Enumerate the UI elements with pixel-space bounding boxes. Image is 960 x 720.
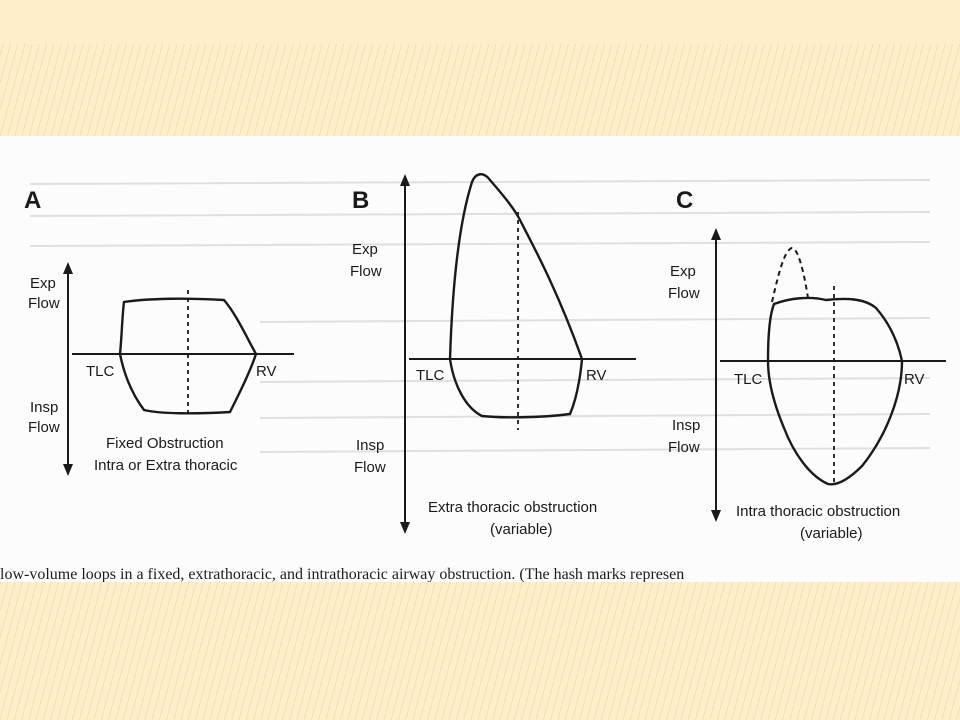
- panel-a-rv-label: RV: [256, 363, 277, 380]
- panel-a-insp-label: Insp: [30, 399, 59, 416]
- panel-a-flow-label: Flow: [28, 295, 60, 312]
- panel-b-exp-label: Exp: [352, 241, 378, 258]
- panel-c-insp-flow-label: Flow: [668, 439, 700, 456]
- panel-a: [24, 187, 294, 476]
- panel-c-caption-line1: Intra thoracic obstruction: [736, 503, 901, 520]
- panel-a-letter: A: [24, 187, 42, 214]
- figure-caption: low-volume loops in a fixed, extrathoracic, and intrathoracic airway obstruction. (The hash marks represen: [0, 566, 685, 582]
- panel-c: [668, 187, 946, 542]
- panel-a-tlc-label: TLC: [86, 363, 115, 380]
- panel-c-tlc-label: TLC: [734, 371, 763, 388]
- panel-a-insp-flow-label: Flow: [28, 419, 60, 436]
- panel-c-flow-volume-loop: [768, 298, 902, 484]
- panel-a-axis-down-arrow: [63, 464, 73, 476]
- panel-b-flow-label: Flow: [350, 263, 382, 280]
- panel-a-caption-line1: Fixed Obstruction: [106, 435, 224, 452]
- panel-b-insp-label: Insp: [356, 437, 385, 454]
- panel-b-rv-label: RV: [586, 367, 607, 384]
- panel-c-axis-down-arrow: [711, 510, 721, 522]
- panel-c-rv-label: RV: [904, 371, 925, 388]
- panel-b-axis-down-arrow: [400, 522, 410, 534]
- panel-b-letter: B: [352, 187, 370, 214]
- panel-a-exp-label: Exp: [30, 275, 56, 292]
- flow-volume-figure: [0, 136, 960, 582]
- scan-ghost-lines: [30, 180, 930, 452]
- panel-b-insp-flow-label: Flow: [354, 459, 386, 476]
- decorative-top-band: [0, 0, 960, 136]
- panel-c-flow-label: Flow: [668, 285, 700, 302]
- panel-a-axis-up-arrow: [63, 262, 73, 274]
- panel-b-axis-up-arrow: [400, 174, 410, 186]
- panel-c-normal-peak-dashed: [772, 248, 808, 302]
- panel-c-exp-label: Exp: [670, 263, 696, 280]
- panel-b-caption-line2: (variable): [490, 521, 553, 538]
- panel-b-caption-line1: Extra thoracic obstruction: [428, 499, 598, 516]
- flow-volume-diagram: [0, 136, 960, 582]
- panel-c-letter: C: [676, 187, 694, 214]
- panel-b: [350, 174, 636, 538]
- panel-c-caption-line2: (variable): [800, 525, 863, 542]
- panel-b-tlc-label: TLC: [416, 367, 445, 384]
- panel-c-insp-label: Insp: [672, 417, 701, 434]
- panel-a-caption-line2: Intra or Extra thoracic: [94, 457, 238, 474]
- decorative-bottom-band: [0, 582, 960, 720]
- panel-c-axis-up-arrow: [711, 228, 721, 240]
